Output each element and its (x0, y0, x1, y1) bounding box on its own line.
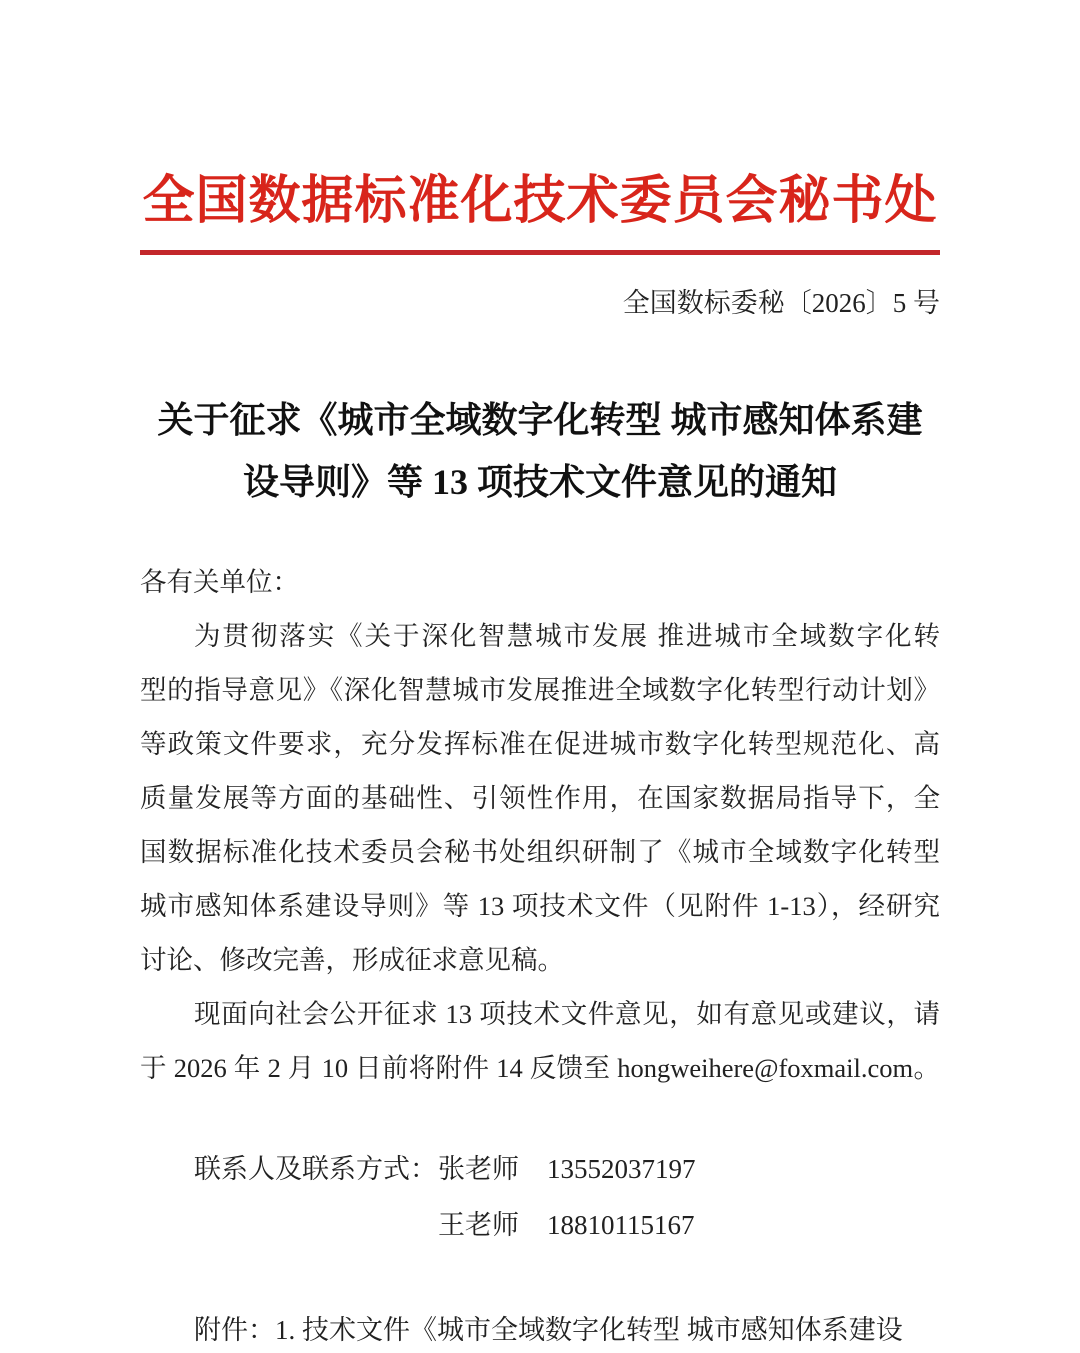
letterhead-org-name: 全国数据标准化技术委员会秘书处 (142, 173, 938, 230)
contact-row (194, 1197, 940, 1253)
body-text (140, 555, 940, 1095)
body-line-6: 城市感知体系建设导则》等 13 项技术文件（见附件 1-13），经研究 (140, 891, 940, 922)
body-line-7: 讨论、修改完善，形成征求意见稿。 (140, 945, 564, 976)
contact-name: 张老师 (438, 1154, 519, 1185)
document-content (140, 0, 940, 1353)
contact-block (140, 1141, 940, 1253)
body-line-3: 等政策文件要求，充分发挥标准在促进城市数字化转型规范化、高 (140, 729, 940, 760)
contact-label: 联系人及联系方式： (194, 1154, 437, 1185)
body-line-9: 于 2026 年 2 月 10 日前将附件 14 反馈至 hongweihere@foxmail.com。 (140, 1053, 940, 1084)
body-line-4: 质量发展等方面的基础性、引领性作用，在国家数据局指导下，全 (140, 783, 940, 814)
notice-title-line2: 设导则》等 13 项技术文件意见的通知 (242, 462, 837, 503)
contact-phone: 18810115167 (547, 1210, 695, 1241)
attachment-line: 附件：1. 技术文件《城市全域数字化转型 城市感知体系建设 (194, 1315, 903, 1346)
letterhead-red-rule (140, 250, 940, 255)
notice-title-line1: 关于征求《城市全域数字化转型 城市感知体系建 (157, 400, 923, 441)
body-line-5: 国数据标准化技术委员会秘书处组织研制了《城市全域数字化转型 (140, 837, 940, 868)
doc-number: 全国数标委秘〔2026〕5 号 (622, 288, 940, 318)
body-line-1: 为贯彻落实《关于深化智慧城市发展 推进城市全域数字化转 (194, 621, 940, 652)
contact-phone: 13552037197 (547, 1154, 696, 1185)
body-line-2: 型的指导意见》《深化智慧城市发展推进全域数字化转型行动计划》 (140, 675, 940, 706)
contact-row (194, 1141, 940, 1197)
contact-name: 王老师 (438, 1210, 519, 1241)
notice-title (140, 389, 940, 513)
body-line-8: 现面向社会公开征求 13 项技术文件意见，如有意见或建议，请 (194, 999, 940, 1030)
salutation: 各有关单位： (140, 567, 299, 598)
